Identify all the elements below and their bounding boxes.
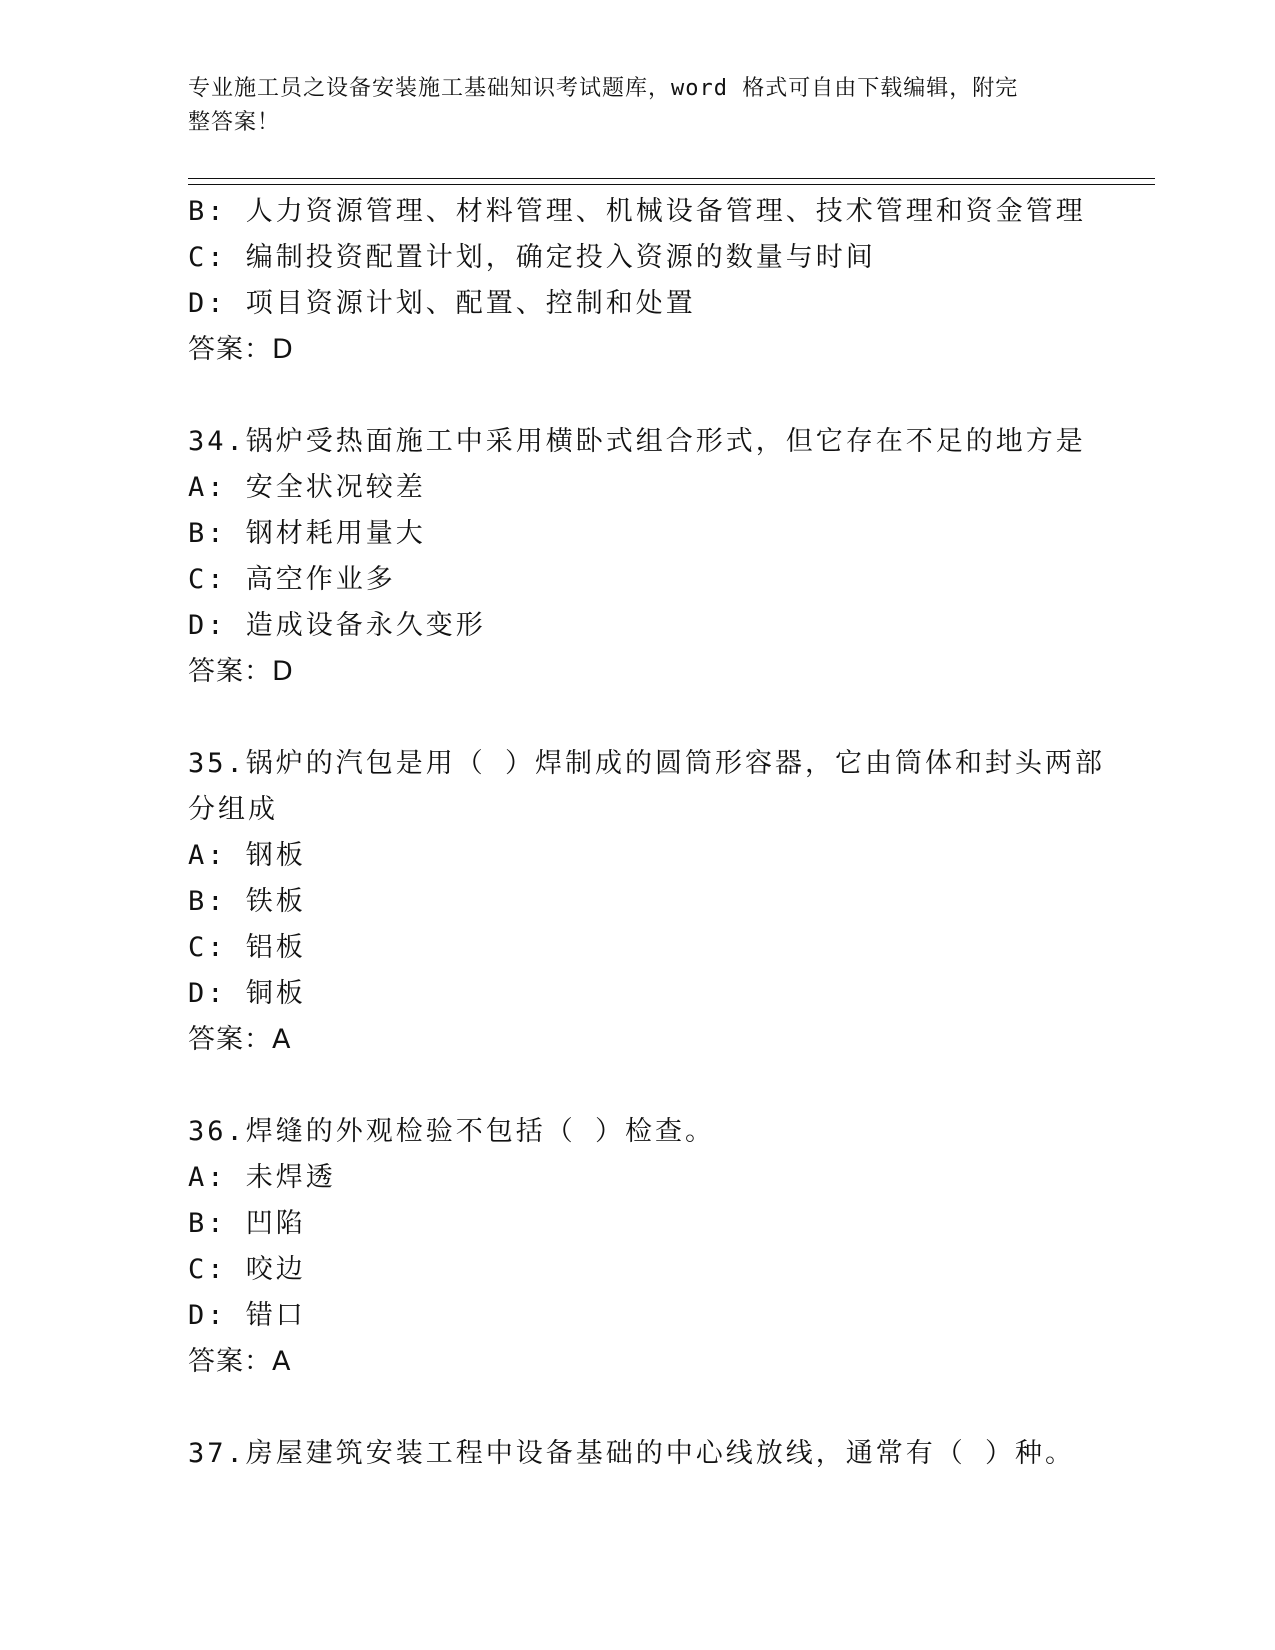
question-text: 36.焊缝的外观检验不包括（ ）检查。: [188, 1116, 716, 1147]
header-line-1: 专业施工员之设备安装施工基础知识考试题库，word 格式可自由下载编辑，附完: [188, 76, 1019, 101]
document-header: [188, 72, 1088, 140]
answer: 答案：D: [188, 334, 294, 365]
option-a: A: 钢板: [188, 840, 306, 871]
option-d: D: 造成设备永久变形: [188, 610, 486, 641]
option-b: B: 人力资源管理、材料管理、机械设备管理、技术管理和资金管理: [188, 196, 1086, 227]
header-divider-top: [188, 178, 1155, 179]
question-text-line-2: 分组成: [188, 794, 278, 825]
header-line-2: 整答案！: [188, 110, 281, 135]
question-list: [188, 189, 1148, 1477]
answer: 答案：D: [188, 656, 294, 687]
header-divider-bottom: [188, 184, 1155, 185]
option-b: B: 凹陷: [188, 1208, 306, 1239]
option-c: C: 咬边: [188, 1254, 306, 1285]
option-c: C: 编制投资配置计划，确定投入资源的数量与时间: [188, 242, 876, 273]
option-a: A: 安全状况较差: [188, 472, 426, 503]
question-36: [188, 1109, 1148, 1385]
option-c: C: 高空作业多: [188, 564, 396, 595]
option-a: A: 未焊透: [188, 1162, 336, 1193]
option-b: B: 铁板: [188, 886, 306, 917]
question-text: 34.锅炉受热面施工中采用横卧式组合形式，但它存在不足的地方是: [188, 426, 1086, 457]
option-d: D: 铜板: [188, 978, 306, 1009]
question-text: 37.房屋建筑安装工程中设备基础的中心线放线，通常有（ ）种。: [188, 1438, 1076, 1469]
option-d: D: 项目资源计划、配置、控制和处置: [188, 288, 696, 319]
question-text-line-1: 35.锅炉的汽包是用（ ）焊制成的圆筒形容器，它由筒体和封头两部: [188, 748, 1106, 779]
answer: 答案：A: [188, 1346, 292, 1377]
option-c: C: 铝板: [188, 932, 306, 963]
spacer: [188, 695, 1148, 741]
question-35: [188, 741, 1148, 1063]
option-b: B: 钢材耗用量大: [188, 518, 426, 549]
spacer: [188, 1385, 1148, 1431]
question-33: [188, 189, 1148, 373]
spacer: [188, 373, 1148, 419]
option-d: D: 错口: [188, 1300, 306, 1331]
question-37: [188, 1431, 1148, 1477]
question-34: [188, 419, 1148, 695]
spacer: [188, 1063, 1148, 1109]
answer: 答案：A: [188, 1024, 292, 1055]
